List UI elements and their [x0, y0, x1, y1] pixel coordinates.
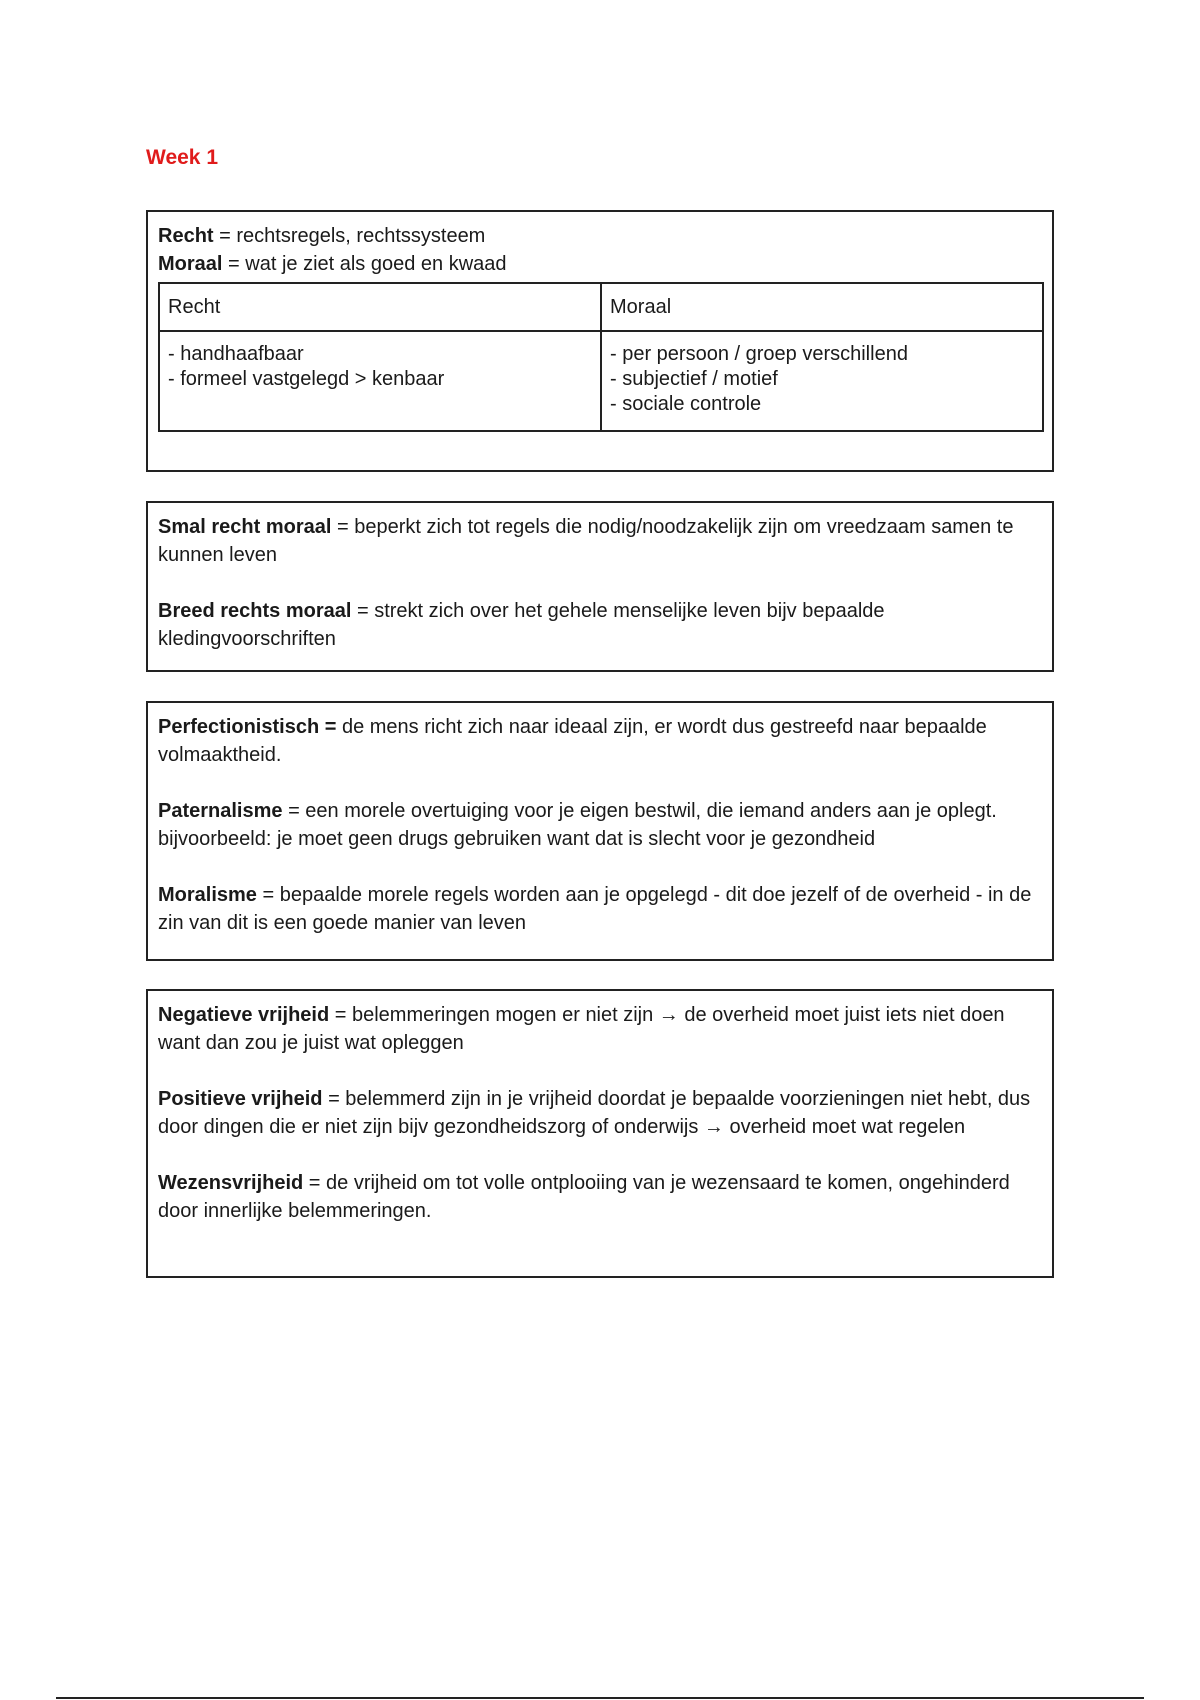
table-header-recht: Recht — [159, 283, 601, 331]
definition-entry — [158, 1001, 1042, 1057]
term: Moraal — [158, 253, 223, 275]
term: Wezensvrijheid — [158, 1172, 304, 1194]
definition-text: = rechtsregels, rechtssysteem — [213, 225, 486, 247]
footer-divider — [56, 1697, 1144, 1699]
moraal-definition — [158, 250, 1042, 278]
vrijheid-box — [146, 989, 1054, 1278]
table-cell-moraal — [601, 331, 1043, 431]
smal-breed-box — [146, 501, 1054, 672]
term: Moralisme — [158, 884, 257, 906]
definition-text: = strekt zich over het gehele menselijke leven bijv bepaalde kledingvoorschriften — [158, 600, 885, 650]
definition-entry — [158, 713, 1042, 769]
definition-entry — [158, 797, 1042, 853]
table-cell-recht — [159, 331, 601, 431]
term: Breed rechts moraal — [158, 600, 352, 622]
term: Smal recht moraal — [158, 516, 332, 538]
definition-text: = belemmerd zijn in je vrijheid doordat je bepaalde voorzieningen niet hebt, dus door dingen die er niet zijn bijv gezondheidszorg of onderwijs → overheid moet wat regelen — [158, 1088, 1031, 1138]
definition-text: = belemmeringen mogen er niet zijn → de overheid moet juist iets niet doen want dan zou je juist wat opleggen — [158, 1004, 1005, 1054]
term: Perfectionistisch = — [158, 716, 337, 738]
term: Negatieve vrijheid — [158, 1004, 330, 1026]
table-header-row — [159, 283, 1043, 331]
definition-entry — [158, 1085, 1042, 1141]
term: Recht — [158, 225, 214, 247]
list-item: - sociale controle — [610, 393, 762, 415]
recht-moraal-box — [146, 210, 1054, 472]
page-title: Week 1 — [146, 146, 218, 169]
table-row — [159, 331, 1043, 431]
definition-text: = bepaalde morele regels worden aan je opgelegd - dit doe jezelf of de overheid - in de zin van dit is een goede manier van leven — [158, 884, 1032, 934]
definition-text: = beperkt zich tot regels die nodig/noodzakelijk zijn om vreedzaam samen te kunnen leven — [158, 516, 1014, 566]
term: Paternalisme — [158, 800, 283, 822]
definition-entry — [158, 881, 1042, 937]
list-item: - per persoon / groep verschillend — [610, 343, 908, 365]
definition-text: de mens richt zich naar ideaal zijn, er wordt dus gestreefd naar bepaalde volmaaktheid. — [158, 716, 987, 766]
list-item: - subjectief / motief — [610, 368, 778, 390]
perfectionisme-box — [146, 701, 1054, 961]
definition-text: = wat je ziet als goed en kwaad — [222, 253, 507, 275]
definition-entry — [158, 597, 1042, 653]
recht-moraal-table — [158, 282, 1044, 432]
definition-entry — [158, 1169, 1042, 1225]
definition-text: = een morele overtuiging voor je eigen bestwil, die iemand anders aan je oplegt. bijvoorbeeld: je moet geen drugs gebruiken want dat is slecht voor je gezondheid — [158, 800, 997, 850]
list-item: - formeel vastgelegd > kenbaar — [168, 368, 445, 390]
definition-text: = de vrijheid om tot volle ontplooiing van je wezensaard te komen, ongehinderd door innerlijke belemmeringen. — [158, 1172, 1010, 1222]
definition-entry — [158, 513, 1042, 569]
recht-definition — [158, 222, 1042, 250]
table-header-moraal: Moraal — [601, 283, 1043, 331]
list-item: - handhaafbaar — [168, 343, 304, 365]
term: Positieve vrijheid — [158, 1088, 323, 1110]
